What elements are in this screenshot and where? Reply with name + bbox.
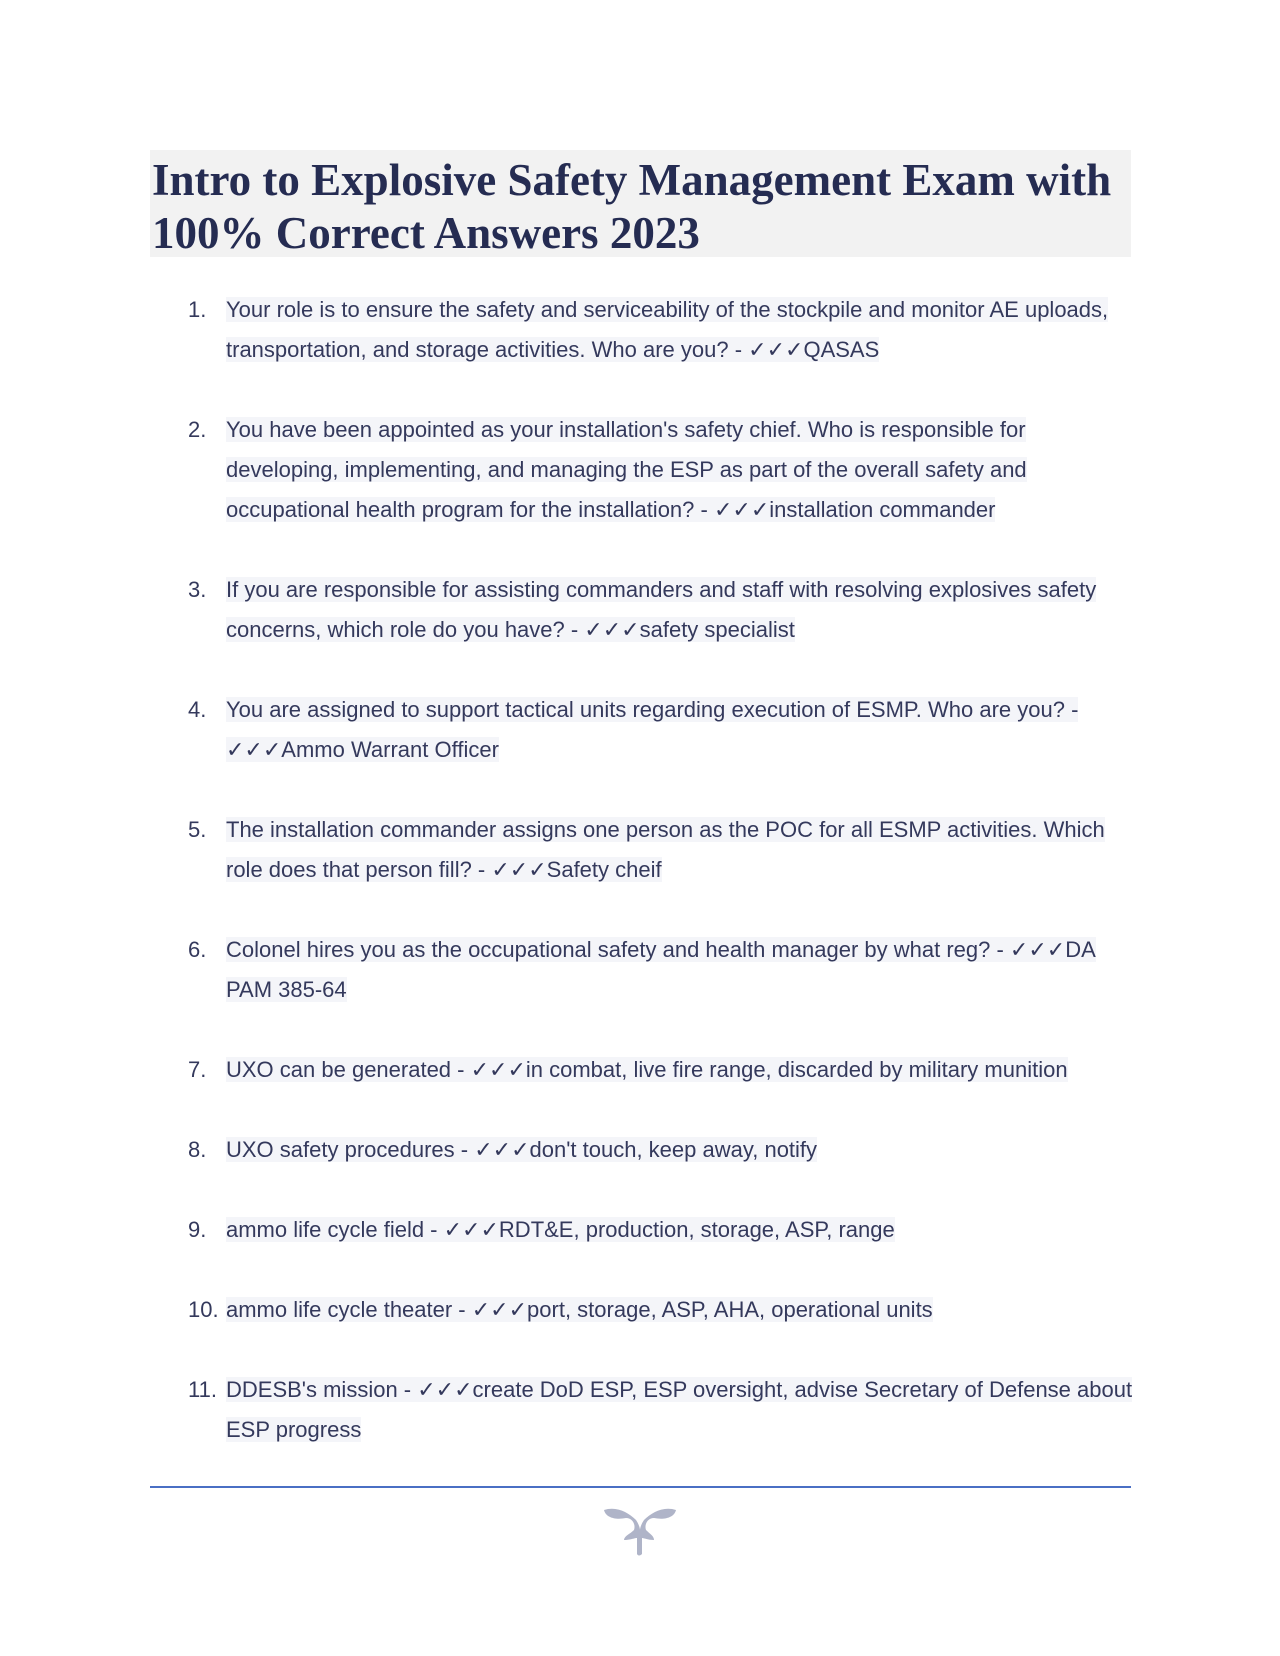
item-text-content: You are assigned to support tactical units regarding execution of ESMP. Who are you? - ✓✓✓Ammo Warrant Officer [226,697,1079,762]
item-text-content: You have been appointed as your installation's safety chief. Who is responsible for developing, implementing, and managing the ESP as part of the overall safety and occupational health program for the installation? - ✓✓✓installation commander [226,417,1027,522]
list-item [188,1290,1133,1330]
item-text-content: If you are responsible for assisting commanders and staff with resolving explosives safety concerns, which role do you have? - ✓✓✓safety specialist [226,577,1097,642]
item-text [226,1050,1068,1090]
list-item [188,1210,1133,1250]
list-item [188,410,1133,530]
item-text-content: Colonel hires you as the occupational safety and health manager by what reg? - ✓✓✓DA PAM 385-64 [226,937,1096,1002]
item-text-content: DDESB's mission - ✓✓✓create DoD ESP, ESP oversight, advise Secretary of Defense about ESP progress [226,1377,1133,1442]
list-item [188,570,1133,650]
list-item [188,1050,1133,1090]
item-number: 10. [188,1297,219,1322]
item-number: 8. [188,1137,207,1162]
item-text [226,810,1133,890]
item-text [226,1290,933,1330]
list-item [188,290,1133,370]
list-item [188,690,1133,770]
item-text-content: UXO can be generated - ✓✓✓in combat, live fire range, discarded by military munition [226,1057,1068,1082]
item-number: 11. [188,1377,217,1402]
item-text-content: The installation commander assigns one person as the POC for all ESMP activities. Which role does that person fill? - ✓✓✓Safety cheif [226,817,1105,882]
question-list [188,290,1133,1490]
title-banner [150,150,1131,257]
item-number: 4. [188,697,207,722]
item-number: 1. [188,297,207,322]
item-text [226,570,1133,650]
brand-logo-icon [602,1504,678,1556]
item-number: 7. [188,1057,207,1082]
item-text [226,930,1133,1010]
item-text-content: ammo life cycle field - ✓✓✓RDT&E, production, storage, ASP, range [226,1217,895,1242]
item-number: 9. [188,1217,207,1242]
item-number: 5. [188,817,207,842]
list-item [188,930,1133,1010]
item-text-content: UXO safety procedures - ✓✓✓don't touch, keep away, notify [226,1137,818,1162]
item-number: 3. [188,577,207,602]
footer-divider [150,1486,1131,1488]
item-text [226,1370,1133,1450]
item-text [226,290,1133,370]
list-item [188,810,1133,890]
item-text-content: Your role is to ensure the safety and serviceability of the stockpile and monitor AE uploads, transportation, and storage activities. Who are you? - ✓✓✓QASAS [226,297,1109,362]
item-text [226,1210,895,1250]
document-title: Intro to Explosive Safety Management Exam with 100% Correct Answers 2023 [152,155,1112,258]
item-text-content: ammo life cycle theater - ✓✓✓port, storage, ASP, AHA, operational units [226,1297,933,1322]
item-number: 6. [188,937,207,962]
item-number: 2. [188,417,207,442]
list-item [188,1130,1133,1170]
list-item [188,1370,1133,1450]
item-text [226,690,1133,770]
item-text [226,410,1133,530]
item-text [226,1130,817,1170]
